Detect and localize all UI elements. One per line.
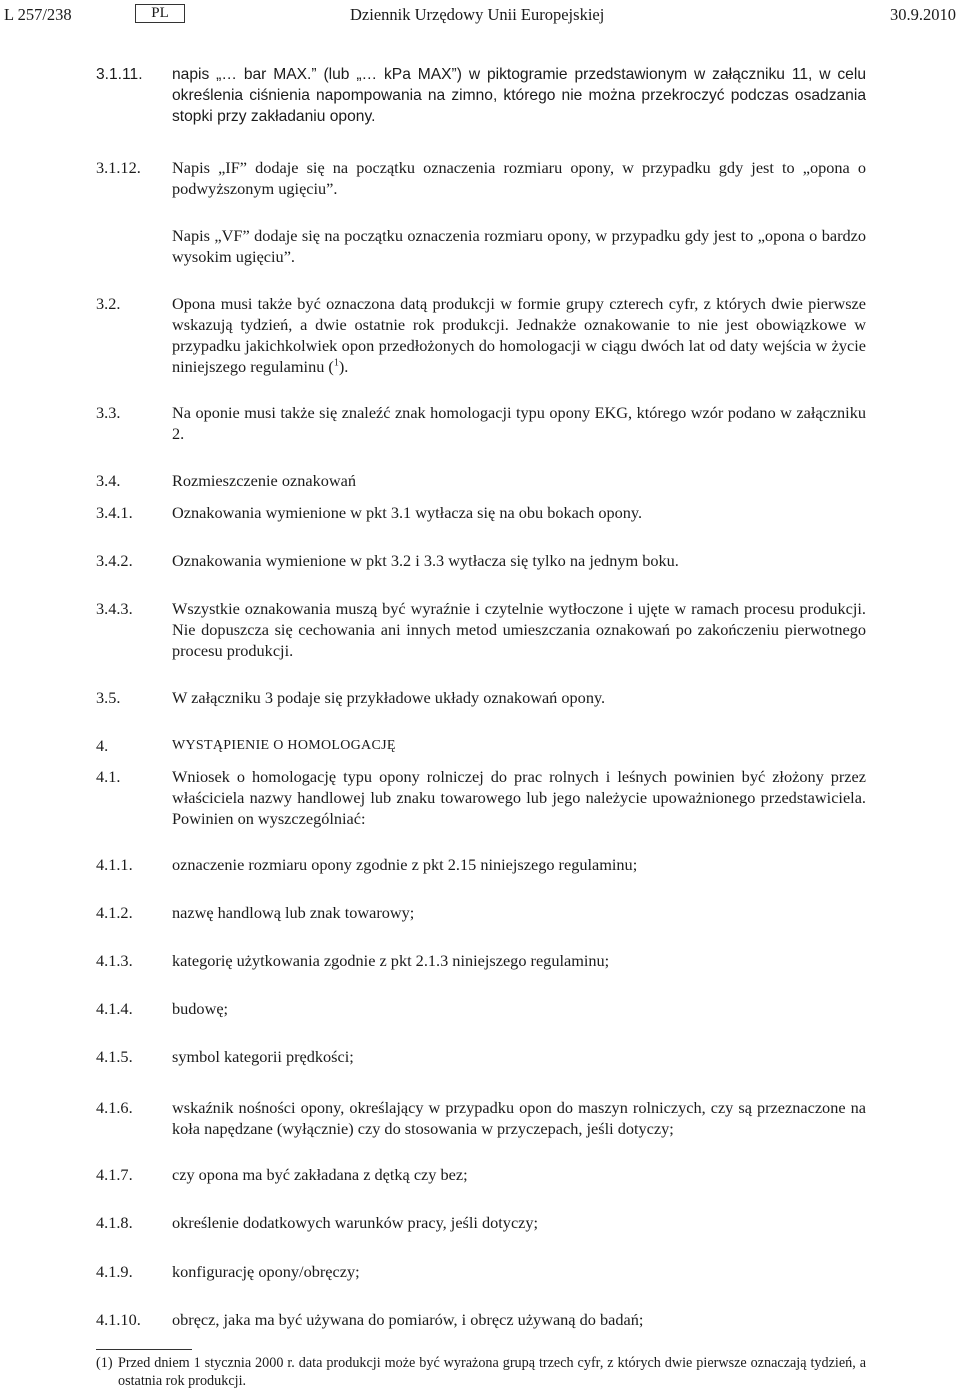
paragraph-number: 3.4.3. <box>96 599 133 618</box>
paragraph-text: obręcz, jaka ma być używana do pomiarów, i obręcz używaną do badań; <box>172 1310 644 1329</box>
footnote-divider <box>96 1349 192 1350</box>
paragraph-3-1-12-vf <box>96 225 866 267</box>
paragraph-4-1-7 <box>96 1164 866 1185</box>
footnote <box>96 1354 866 1390</box>
journal-title: Dziennik Urzędowy Unii Europejskiej <box>350 5 605 24</box>
paragraph-text: oznaczenie rozmiaru opony zgodnie z pkt 2.15 niniejszego regulaminu; <box>172 855 638 874</box>
paragraph-text: budowę; <box>172 999 229 1018</box>
paragraph-number: 4.1.9. <box>96 1262 133 1281</box>
paragraph-number: 4.1.3. <box>96 951 133 970</box>
paragraph-4-1-2 <box>96 902 866 923</box>
paragraph-number: 4.1.1. <box>96 855 133 874</box>
paragraph-text: Wniosek o homologację typu opony rolniczej do prac rolnych i leśnych powinien być złożony przez właściciela nazwy handlowej lub znaku towarowego lub jego należycie upoważnionego przedstawiciela. Powinien on wyszczególniać: <box>172 767 866 828</box>
section-4-heading <box>96 735 866 756</box>
paragraph-number: 4.1.5. <box>96 1047 133 1066</box>
paragraph-text: Na oponie musi także się znaleźć znak homologacji typu opony EKG, którego wzór podano w załączniku 2. <box>172 403 866 443</box>
paragraph-text: wskaźnik nośności opony, określający w przypadku opon do maszyn rolniczych, czy są przeznaczone na koła napędzane (wyłącznie) czy do stosowania w przyczepach, jeśli dotyczy; <box>172 1098 866 1138</box>
paragraph-number: 4.1.7. <box>96 1165 133 1184</box>
paragraph-3-1-11 <box>96 64 866 127</box>
paragraph-text: napis „… bar MAX.” (lub „… kPa MAX”) w piktogramie przedstawionym w załączniku 11, w celu określenia ciśnienia napompowania na zimno, którego nie można przekroczyć podczas osadzania stopki przy zakładaniu opony. <box>172 66 866 125</box>
paragraph-number: 3.1.11. <box>96 66 143 83</box>
paragraph-4-1-10 <box>96 1309 866 1330</box>
paragraph-number: 4.1.6. <box>96 1098 133 1117</box>
paragraph-text: określenie dodatkowych warunków pracy, jeśli dotyczy; <box>172 1213 539 1232</box>
paragraph-text: czy opona ma być zakładana z dętką czy bez; <box>172 1165 468 1184</box>
paragraph-number: 3.2. <box>96 294 121 313</box>
paragraph-4-1-6 <box>96 1097 866 1139</box>
paragraph-number: 3.5. <box>96 688 121 707</box>
paragraph-text: kategorię użytkowania zgodnie z pkt 2.1.3 niniejszego regulaminu; <box>172 951 610 970</box>
paragraph-number: 4.1.10. <box>96 1310 141 1329</box>
footnote-mark: (1) <box>96 1355 113 1371</box>
footnote-reference: 1 <box>333 357 339 369</box>
paragraph-3-4-2 <box>96 550 866 571</box>
paragraph-text: W załączniku 3 podaje się przykładowe układy oznakowań opony. <box>172 688 606 707</box>
paragraph-number: 4.1.8. <box>96 1213 133 1232</box>
paragraph-number: 4.1. <box>96 767 121 786</box>
publication-date: 30.9.2010 <box>890 5 956 24</box>
paragraph-4-1-8 <box>96 1212 866 1233</box>
footnote-text: Przed dniem 1 stycznia 2000 r. data produkcji może być wyrażona grupą trzech cyfr, z których dwie pierwsze oznaczają tydzień, a ostatnia rok produkcji. <box>118 1355 866 1389</box>
paragraph-4-1-3 <box>96 950 866 971</box>
page-header <box>0 4 960 26</box>
paragraph-text: Oznakowania wymienione w pkt 3.2 i 3.3 wytłacza się tylko na jednym boku. <box>172 551 679 570</box>
paragraph-text: Wszystkie oznakowania muszą być wyraźnie i czytelnie wytłoczone i ujęte w ramach procesu produkcji. Nie dopuszcza się cechowania ani innych metod umieszczania oznakowań po zakończeniu pierwotnego procesu produkcji. <box>172 599 866 660</box>
paragraph-3-2 <box>96 293 866 377</box>
paragraph-4-1-5 <box>96 1046 866 1067</box>
section-title: WYSTĄPIENIE O HOMOLOGACJĘ <box>172 738 396 753</box>
page-reference: L 257/238 <box>4 5 72 24</box>
paragraph-text: Oznakowania wymienione w pkt 3.1 wytłacza się na obu bokach opony. <box>172 503 643 522</box>
paragraph-number: 4.1.2. <box>96 903 133 922</box>
paragraph-3-3 <box>96 402 866 444</box>
paragraph-number: 3.4.2. <box>96 551 133 570</box>
paragraph-text: Napis „IF” dodaje się na początku oznaczenia rozmiaru opony, w przypadku gdy jest to „opona o podwyższonym ugięciu”. <box>172 158 866 198</box>
paragraph-3-1-12 <box>96 157 866 199</box>
paragraph-number: 3.4.1. <box>96 503 133 522</box>
paragraph-3-4-3 <box>96 598 866 661</box>
paragraph-text: symbol kategorii prędkości; <box>172 1047 354 1066</box>
paragraph-4-1-4 <box>96 998 866 1019</box>
paragraph-number: 3.3. <box>96 403 121 422</box>
paragraph-3-4-1 <box>96 502 866 523</box>
paragraph-text: konfigurację opony/obręczy; <box>172 1262 360 1281</box>
section-number: 4. <box>96 736 109 755</box>
paragraph-3-4 <box>96 470 866 491</box>
paragraph-text: Rozmieszczenie oznakowań <box>172 471 356 490</box>
paragraph-number: 4.1.4. <box>96 999 133 1018</box>
language-badge: PL <box>135 4 185 23</box>
paragraph-4-1 <box>96 766 866 829</box>
paragraph-text: nazwę handlową lub znak towarowy; <box>172 903 415 922</box>
paragraph-3-5 <box>96 687 866 708</box>
paragraph-4-1-1 <box>96 854 866 875</box>
paragraph-number: 3.1.12. <box>96 158 141 177</box>
paragraph-number: 3.4. <box>96 471 121 490</box>
paragraph-text: Opona musi także być oznaczona datą produkcji w formie grupy czterech cyfr, z których dwie pierwsze wskazują tydzień, a dwie ostatnie rok produkcji. Jednakże oznakowanie to nie jest obowiązkowe w przypadku jakichkolwiek opon przedłożonych do homologacji w ciągu dwóch lat od daty wejścia w życie niniejszego regulaminu ($^1$). <box>172 294 866 376</box>
paragraph-text: Napis „VF” dodaje się na początku oznaczenia rozmiaru opony, w przypadku gdy jest to „opona o bardzo wysokim ugięciu”. <box>172 226 866 266</box>
paragraph-4-1-9 <box>96 1261 866 1282</box>
